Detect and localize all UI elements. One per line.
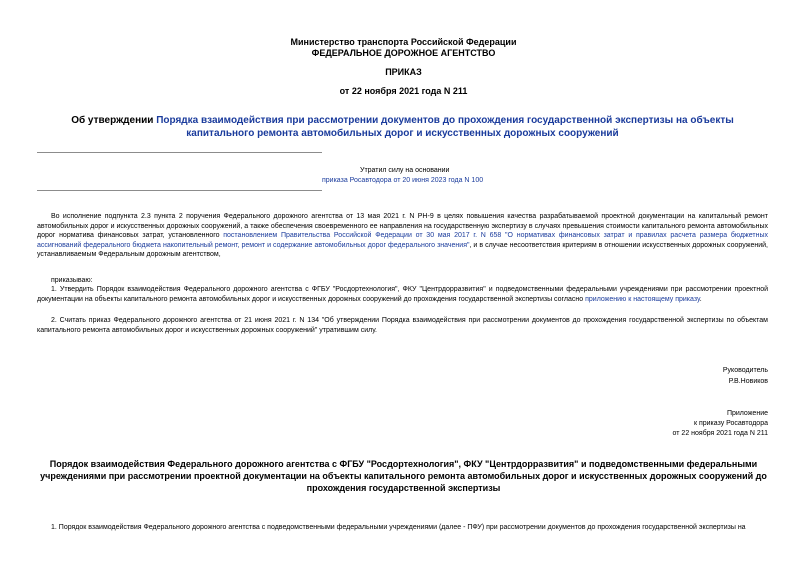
item-2-paragraph: 2. Считать приказ Федерального дорожного агентства от 21 июня 2021 г. N 134 "Об утверждении Порядка взаимодействия при рассмотрении документов до прохождения государственной экспертизы по объектам капитального ремонта автомобильных дорог и искусственных дорожных сооружений" утратившим силу. bbox=[37, 317, 768, 334]
status-line: Утратил силу на основании bbox=[360, 167, 450, 174]
annex-ref-line-2: к приказу Росавтодора bbox=[693, 420, 768, 427]
preamble-paragraph bbox=[37, 212, 768, 260]
item-1-text-a: 1. Утвердить Порядок взаимодействия Федерального дорожного агентства с ФГБУ "Росдортехнология", ФКУ "Центрдорразвития" и подведомственными федеральными учреждениями при рассмотрении проектной документации на объекты капитального ремонта автомобильных дорог и искусственных дорожных сооружений до прохождения государственной экспертизы согласно bbox=[37, 286, 768, 303]
doc-type-heading: ПРИКАЗ bbox=[385, 67, 422, 77]
item-1-link[interactable]: приложению к настоящему приказу bbox=[585, 295, 700, 303]
order-word: приказываю: bbox=[51, 277, 93, 284]
document-title bbox=[40, 114, 765, 140]
doc-date-heading: от 22 ноября 2021 года N 211 bbox=[339, 86, 468, 96]
annex-title: Порядок взаимодействия Федерального дорожного агентства с ФГБУ "Росдортехнология", ФКУ "Центрдорразвития" и подведомственными федеральными учреждениями при рассмотрении проектной документации на объекты капитального ремонта автомобильных дорог и искусственных дорожных сооружений до прохождения государственной экспертизы bbox=[40, 459, 767, 493]
ministry-heading: Министерство транспорта Российской Федерации bbox=[290, 37, 517, 47]
status-link[interactable]: приказа Росавтодора от 20 июня 2023 года N 100 bbox=[322, 177, 484, 184]
preamble-link[interactable]: постановлением Правительства Российской Федерации от 30 мая 2017 г. N 658 "О нормативах финансовых затрат и правилах расчета размера бюджетных ассигнований федерального бюджета накопительный ремонт, ремонт и содержание автомобильных дорог федерального значения" bbox=[37, 232, 768, 249]
item-1-paragraph bbox=[37, 285, 768, 304]
divider-top bbox=[37, 152, 322, 153]
preamble-text-b: , и в случае несоответствия критериям в отношении искусственных дорожных сооружений, устанавливаемым Федеральным дорожным агентством, bbox=[37, 241, 768, 259]
annex-ref-line-3: от 22 ноября 2021 года N 211 bbox=[672, 430, 768, 437]
status-container bbox=[322, 176, 622, 185]
divider-bottom bbox=[37, 190, 322, 191]
annex-paragraph-1: 1. Порядок взаимодействия Федерального дорожного агентства с подведомственными федеральными учреждениями (далее - ПФУ) при рассмотрении документов до прохождения государственной экспертизы на bbox=[51, 524, 746, 531]
item-1-text-b: . bbox=[699, 295, 702, 303]
signature-name: Р.В.Новиков bbox=[728, 378, 768, 385]
agency-heading: ФЕДЕРАЛЬНОЕ ДОРОЖНОЕ АГЕНТСТВО bbox=[311, 48, 496, 58]
signature-position: Руководитель bbox=[722, 367, 768, 374]
annex-ref-line-1: Приложение bbox=[726, 410, 768, 417]
title-prefix: Об утверждении bbox=[71, 115, 157, 126]
title-link[interactable]: Порядка взаимодействия при рассмотрении документов до прохождения государственной экспертизы на объекты капитального ремонта автомобильных дорог и искусственных дорожных сооружений bbox=[156, 115, 734, 139]
preamble-text-a: Во исполнение подпункта 2.3 пункта 2 поручения Федерального дорожного агентства от 13 мая 2021 г. N РН-9 в целях повышения качества разрабатываемой проектной документации на капитальный ремонт автомобильных дорог и искусственных дорожных сооружений, а также обеспечения своевременного ее направления на государственную экспертизу в случаях превышения стоимости капитального ремонта автомобильных дорог норматива финансовых затрат, установленного bbox=[37, 213, 768, 240]
